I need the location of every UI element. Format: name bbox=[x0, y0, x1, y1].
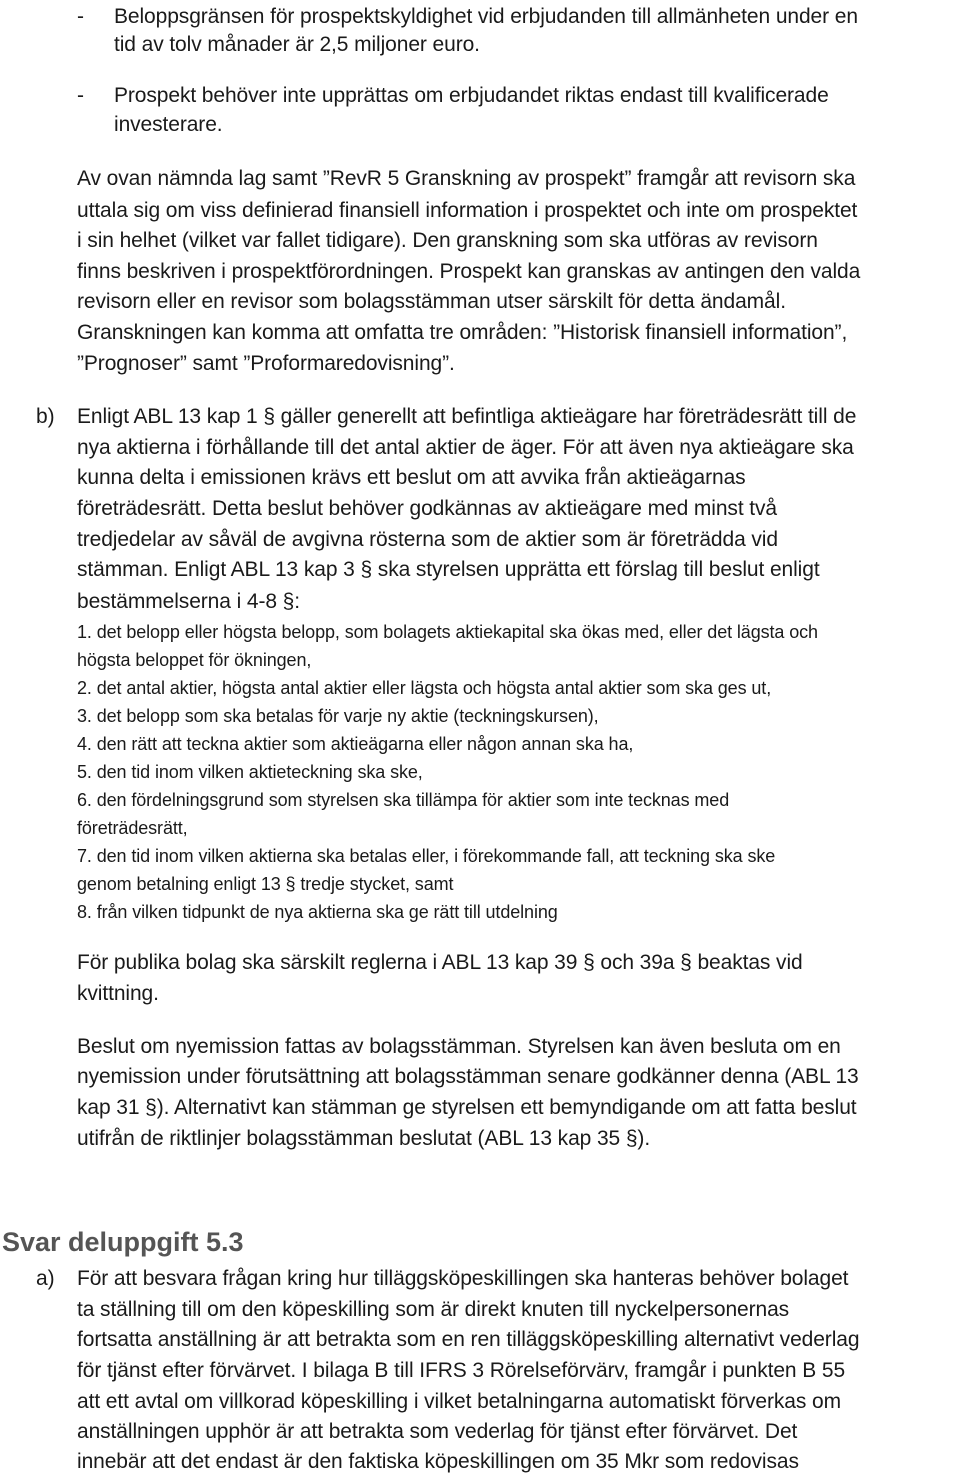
bullet-dash: - bbox=[77, 5, 84, 28]
list-item: 3. det belopp som ska betalas för varje ny aktie (teckningskursen), bbox=[77, 706, 599, 726]
text-line: stämman. Enligt ABL 13 kap 3 § ska styrelsen upprätta ett förslag till beslut enligt bbox=[77, 558, 820, 581]
list-item: företrädesrätt, bbox=[77, 818, 188, 838]
list-item: högsta beloppet för ökningen, bbox=[77, 650, 312, 670]
section-marker-b: b) bbox=[36, 405, 55, 428]
section-heading: Svar deluppgift 5.3 bbox=[2, 1227, 244, 1257]
text-line: revisorn eller en revisor som bolagsstämman utser särskilt för detta ändamål. bbox=[77, 290, 786, 313]
list-item: genom betalning enligt 13 § tredje stycket, samt bbox=[77, 874, 454, 894]
text-line: innebär att det endast är den faktiska köpeskillingen om 35 Mkr som redovisas bbox=[77, 1450, 799, 1473]
text-line: ”Prognoser” samt ”Proformaredovisning”. bbox=[77, 352, 455, 375]
text-line: för tjänst efter förvärvet. I bilaga B till IFRS 3 Rörelseförvärv, framgår i punkten B 55 bbox=[77, 1359, 846, 1382]
list-item: 7. den tid inom vilken aktierna ska betalas eller, i förekommande fall, att teckning ska ske bbox=[77, 846, 776, 866]
text-line: investerare. bbox=[114, 113, 223, 136]
list-item: 6. den fördelningsgrund som styrelsen ska tillämpa för aktier som inte tecknas med bbox=[77, 790, 730, 810]
text-line: Prospekt behöver inte upprättas om erbjudandet riktas endast till kvalificerade bbox=[114, 84, 829, 107]
text-line: nyemission under förutsättning att bolagsstämman senare godkänner denna (ABL 13 bbox=[77, 1065, 859, 1088]
text-line: kap 31 §). Alternativt kan stämman ge styrelsen ett bemyndigande om att fatta beslut bbox=[77, 1096, 857, 1119]
text-line: företrädesrätt. Detta beslut behöver godkännas av aktieägare med minst två bbox=[77, 497, 777, 520]
text-line: Beloppsgränsen för prospektskyldighet vid erbjudanden till allmänheten under en bbox=[114, 5, 858, 28]
text-line: För publika bolag ska särskilt reglerna i ABL 13 kap 39 § och 39a § beaktas vid bbox=[77, 951, 803, 974]
text-line: finns beskriven i prospektförordningen. Prospekt kan granskas av antingen den valda bbox=[77, 260, 861, 283]
bullet-dash: - bbox=[77, 84, 84, 107]
text-line: tredjedelar av såväl de avgivna rösterna som de aktier som är företrädda vid bbox=[77, 528, 778, 551]
text-line: ta ställning till om den köpeskilling som är direkt knuten till nyckelpersonernas bbox=[77, 1298, 790, 1321]
text-line: Granskningen kan komma att omfatta tre områden: ”Historisk finansiell information”, bbox=[77, 321, 848, 344]
section-marker-a: a) bbox=[36, 1267, 55, 1290]
text-line: tid av tolv månader är 2,5 miljoner euro. bbox=[114, 33, 480, 56]
text-line: Av ovan nämnda lag samt ”RevR 5 Granskning av prospekt” framgår att revisorn ska bbox=[77, 167, 856, 190]
list-item: 8. från vilken tidpunkt de nya aktierna ska ge rätt till utdelning bbox=[77, 902, 558, 922]
list-item: 1. det belopp eller högsta belopp, som bolagets aktiekapital ska ökas med, eller det lägsta och bbox=[77, 622, 818, 642]
list-item: 2. det antal aktier, högsta antal aktier eller lägsta och högsta antal aktier som ska ges ut, bbox=[77, 678, 772, 698]
list-item: 5. den tid inom vilken aktieteckning ska ske, bbox=[77, 762, 423, 782]
text-line: bestämmelserna i 4-8 §: bbox=[77, 590, 300, 613]
text-line: Beslut om nyemission fattas av bolagsstämman. Styrelsen kan även besluta om en bbox=[77, 1035, 841, 1058]
text-line: För att besvara frågan kring hur tilläggsköpeskillingen ska hanteras behöver bolaget bbox=[77, 1267, 849, 1290]
text-line: kunna delta i emissionen krävs ett beslut om att avvika från aktieägarnas bbox=[77, 466, 746, 489]
list-item: 4. den rätt att teckna aktier som aktieägarna eller någon annan ska ha, bbox=[77, 734, 634, 754]
text-line: att ett avtal om villkorad köpeskilling i vilket betalningarna automatiskt förverkas om bbox=[77, 1390, 841, 1413]
text-line: i sin helhet (vilket var fallet tidigare). Den granskning som ska utföras av revisorn bbox=[77, 229, 818, 252]
text-line: Enligt ABL 13 kap 1 § gäller generellt att befintliga aktieägare har företrädesrätt till de bbox=[77, 405, 857, 428]
text-line: utifrån de riktlinjer bolagsstämman beslutat (ABL 13 kap 35 §). bbox=[77, 1127, 651, 1150]
text-line: anställningen upphör är att betrakta som vederlag för tjänst efter förvärvet. Det bbox=[77, 1420, 798, 1443]
text-line: uttala sig om viss definierad finansiell information i prospektet och inte om prospektet bbox=[77, 199, 858, 222]
text-line: kvittning. bbox=[77, 982, 159, 1005]
text-line: nya aktierna i förhållande till det antal aktier de äger. För att även nya aktieägare ska bbox=[77, 436, 854, 459]
text-line: fortsatta anställning är att betrakta som en ren tilläggsköpeskilling alternativt vederlag bbox=[77, 1328, 860, 1351]
